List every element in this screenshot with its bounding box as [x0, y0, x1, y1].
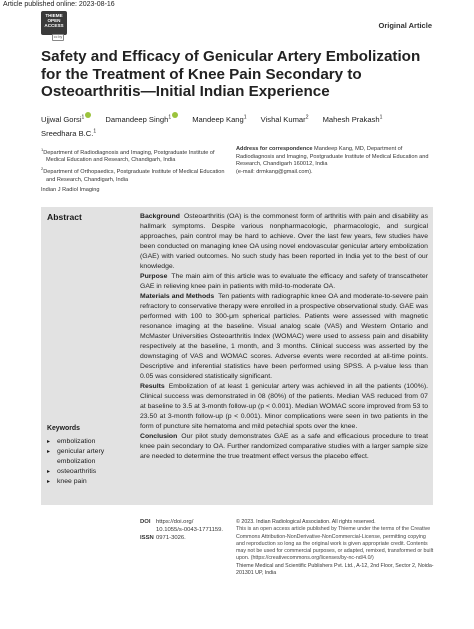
author: Mahesh Prakash$^1$: [322, 114, 383, 124]
author: Sreedhara B.C.$^1$: [41, 128, 97, 139]
abstract-section: Conclusion Our pilot study demonstrates GAE as a safe and efficacious procedure to treat knee pain secondary to OA. Further randomized comparative studies with a larger sample size are needed to determine the true treatment effect versus the placebo effect.: [140, 433, 428, 460]
author: Mandeep Kang$^1$: [192, 114, 247, 124]
journal-name: Indian J Radiol Imaging: [41, 187, 100, 193]
abstract-body: [140, 212, 428, 462]
published-date: Article published online: 2023-08-16: [3, 1, 115, 8]
abstract-heading: Abstract: [47, 212, 82, 222]
correspondence-label: Address for correspondence: [236, 146, 313, 152]
keywords-list: [47, 437, 137, 487]
orcid-icon[interactable]: [172, 112, 178, 118]
abstract-section: Materials and Methods Ten patients with radiographic knee OA and moderate-to-severe pain refractory to conservative therapy were enrolled in a prospective observational study. GAE was performed with 100 to 300-μm spherical particles. Patients were assessed with magnetic resonance imaging at the baseline. Visual analog scale (VAS) and Western Ontario and McMaster Universities Osteoarthritis Index (WOMAC) were used to assess pain and disability respectively at the baseline, 1 month, and 3 months. Clinical success was asserted by the downstaging of VAS and WOMAC scores. Adverse events were recorded at all-time points. Descriptive and inferential statistics have been performed using SPSS. A p-value less than 0.05 was considered statistically significant.: [140, 293, 428, 380]
abstract-section: Results Embolization of at least 1 genicular artery was achieved in all the patients (100%). Clinical success was demonstrated in 08 (80%) of the patients. Median VAS reduced from 07 at baseline to 3.5 at 3-month follow-up (p < 0.001). Median WOMAC score improved from 53 to 23.50 at 3-month follow-up (p < 0.001). Minor complications were seen in two patients in the form of puncture site hematoma and mild petechial spots over the knee.: [140, 383, 428, 430]
correspondence-text: Mandeep Kang, MD, Department of Radiodiagnosis and Imaging, Postgraduate Institute of Medical Education and Research, Chandigarh 160012, India: [236, 146, 429, 168]
doi-block: DOI https://doi.org/ 10.1055/s-0043-1771159. ISSN 0971-3026.: [140, 519, 224, 541]
license-text: This is an open access article published by Thieme under the terms of the Creative Commons Attribution-NonDerivative-NonCommercial-License, permitting copying and reproduction so long as the original work is given appropriate credit. Contents may not be used for commercial purposes, or adapted, remixed, transformed or built upon. (https://creativecommons.org/licenses/by-nc-nd/4.0/): [236, 526, 434, 562]
abstract-section: Background Osteoarthritis (OA) is the commonest form of arthritis with pain and disability as hallmark symptoms. Despite various nonpharmacologic, pharmacologic, and surgical approaches, pain control may be hard to achieve. Over the last few years, few studies have been conducted on managing knee OA using novel endovascular genicular artery embolization (GAE) with varied outcomes. No such study has been reported in India yet to the best of our knowledge.: [140, 213, 428, 270]
doi-link[interactable]: https://doi.org/: [156, 519, 194, 525]
correspondence-email[interactable]: (e-mail: drmkang@gmail.com).: [236, 168, 313, 175]
correspondence: [236, 146, 432, 176]
doi-link[interactable]: 10.1055/s-0043-1771159.: [156, 526, 224, 533]
issn: 0971-3026.: [156, 534, 186, 541]
author-list: [41, 111, 441, 140]
affiliation: $^1$Department of Radiodiagnosis and Imaging, Postgraduate Institute of Medical Education and Research, Chandigarh, India: [41, 147, 215, 164]
keywords-heading: Keywords: [47, 425, 80, 432]
author[interactable]: Damandeep Singh$^1$: [105, 115, 178, 124]
keyword: ▸ embolization: [47, 437, 137, 447]
cc-license-badge: cc by: [53, 35, 63, 39]
affiliation: $^2$Department of Orthopaedics, Postgraduate Institute of Medical Education and Research, Chandigarh, India: [41, 166, 225, 183]
abstract-section: Purpose The main aim of this article was to evaluate the efficacy and safety of transcatheter GAE in relieving knee pain in patients with mild-to-moderate OA.: [140, 273, 428, 290]
thieme-open-access-logo: THIEME OPEN ACCESS: [41, 11, 67, 35]
copyright: © 2023. Indian Radiological Association. All rights reserved.: [236, 519, 376, 525]
orcid-icon[interactable]: [85, 112, 91, 118]
publisher: Thieme Medical and Scientific Publishers Pvt. Ltd., A-12, 2nd Floor, Sector 2, Noida-201301 UP, India: [236, 562, 434, 577]
article-title: Safety and Efficacy of Genicular Artery Embolization for the Treatment of Knee Pain Secondary to Osteoarthritis—Initial Indian Experience: [41, 48, 421, 101]
keyword: ▸ genicular artery embolization: [47, 447, 137, 467]
license-block: [236, 519, 436, 577]
keyword: ▸ osteoarthritis: [47, 467, 137, 477]
article-type: Original Article: [378, 21, 432, 30]
author[interactable]: Ujjwal Gorsi$^1$: [41, 115, 91, 124]
keyword: ▸ knee pain: [47, 477, 137, 487]
author: Vishal Kumar$^2$: [260, 114, 309, 124]
affiliations: [41, 146, 225, 184]
